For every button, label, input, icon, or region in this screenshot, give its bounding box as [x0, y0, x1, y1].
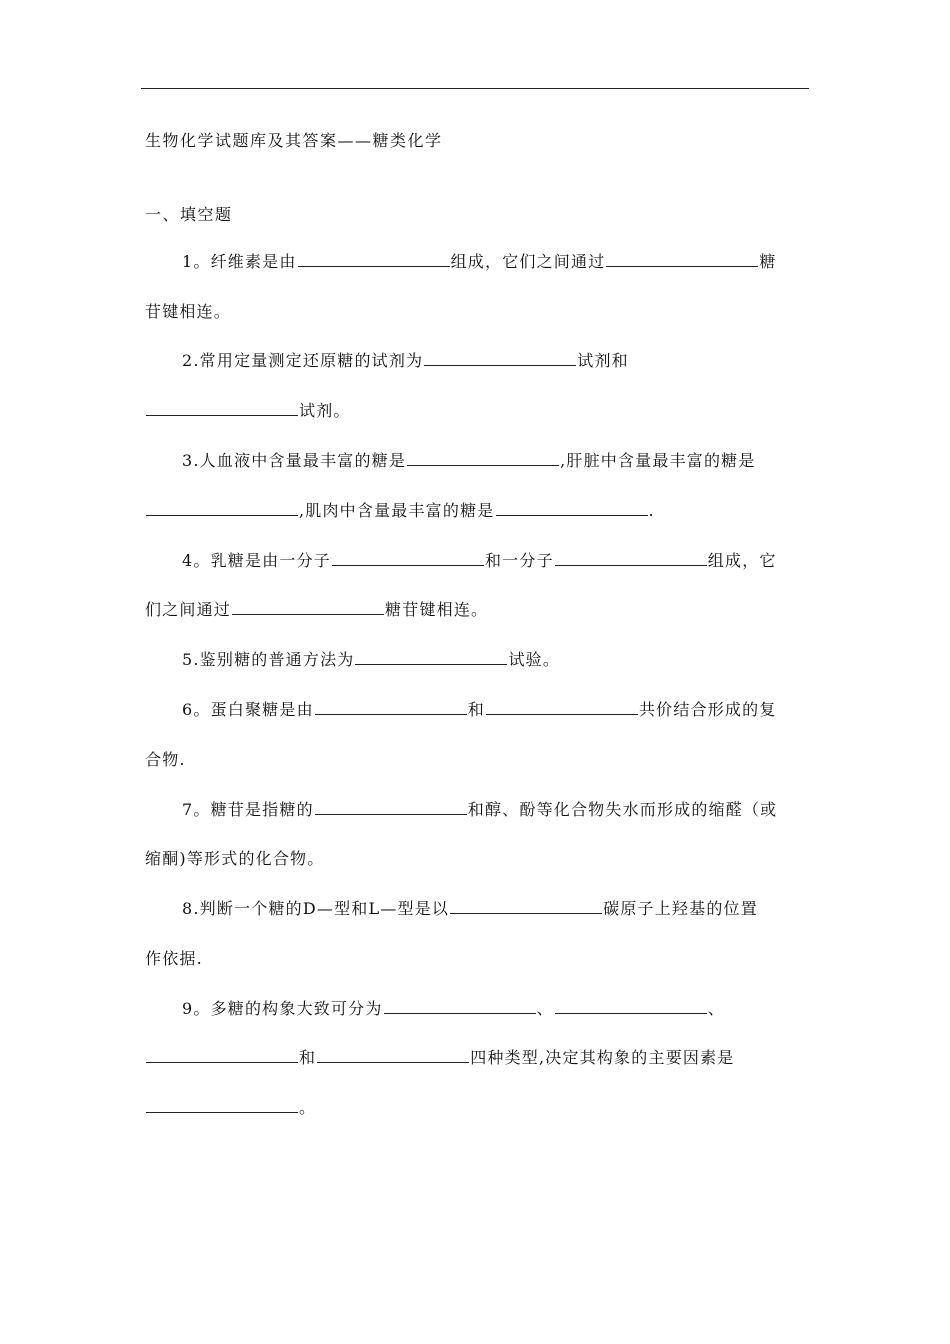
question-text: 糖苷键相连。 [385, 600, 489, 619]
question-8-line-2 [145, 949, 203, 969]
answer-blank[interactable] [317, 1048, 469, 1063]
answer-blank[interactable] [146, 1098, 298, 1113]
question-text: 2.常用定量测定还原糖的试剂为 [182, 351, 424, 370]
question-text: 6。蛋白聚糖是由 [182, 700, 314, 719]
question-text: 试剂和 [577, 351, 629, 370]
question-9-line-3 [145, 1098, 316, 1118]
question-text: 8.判断一个糖的D—型和L—型是以 [182, 899, 450, 918]
question-7-line-2 [145, 849, 324, 869]
answer-blank[interactable] [407, 451, 559, 466]
answer-blank[interactable] [315, 800, 467, 815]
question-5-line-1 [182, 650, 560, 670]
question-text: 糖 [759, 252, 777, 271]
answer-blank[interactable] [146, 1048, 298, 1063]
answer-blank[interactable] [496, 501, 648, 516]
question-9-line-2 [145, 1048, 735, 1068]
question-text: ,肌肉中含量最丰富的糖是 [299, 501, 495, 520]
question-text: 缩酮)等形式的化合物。 [145, 849, 325, 868]
answer-blank[interactable] [298, 252, 450, 267]
question-1-line-2 [145, 302, 231, 322]
question-text: 和醇、酚等化合物失水而形成的缩醛（或 [467, 800, 778, 819]
question-9-line-1 [182, 999, 725, 1019]
question-text: 四种类型,决定其构象的主要因素是 [470, 1048, 735, 1067]
question-text: 作依据. [145, 949, 203, 968]
question-text: 共价结合形成的复 [638, 700, 777, 719]
question-3-line-2 [145, 501, 655, 521]
answer-blank[interactable] [555, 999, 707, 1014]
answer-blank[interactable] [450, 899, 602, 914]
question-text: 合物. [145, 750, 186, 769]
question-text: 9。多糖的构象大致可分为 [182, 999, 383, 1018]
document-title: 生物化学试题库及其答案——糖类化学 [145, 131, 443, 150]
question-text: 4。乳糖是由一分子 [182, 551, 331, 570]
question-text: . [648, 501, 655, 520]
question-text: ,肝脏中含量最丰富的糖是 [560, 451, 756, 470]
question-4-line-2 [145, 600, 488, 620]
answer-blank[interactable] [606, 252, 758, 267]
question-text: 组成，它们之间通过 [450, 252, 606, 271]
answer-blank[interactable] [486, 700, 638, 715]
header-rule [141, 88, 809, 89]
answer-blank[interactable] [315, 700, 467, 715]
answer-blank[interactable] [555, 551, 707, 566]
question-2-line-1 [182, 351, 629, 371]
question-6-line-2 [145, 750, 186, 770]
question-text: 1。纤维素是由 [182, 252, 297, 271]
question-text: 。 [299, 1098, 317, 1117]
question-text: 5.鉴别糖的普通方法为 [182, 650, 355, 669]
question-text: 们之间通过 [145, 600, 232, 619]
question-text: 苷键相连。 [145, 302, 232, 321]
question-text: 试验。 [508, 650, 561, 669]
answer-blank[interactable] [146, 501, 298, 516]
answer-blank[interactable] [146, 401, 298, 416]
answer-blank[interactable] [384, 999, 536, 1014]
question-text: 3.人血液中含量最丰富的糖是 [182, 451, 407, 470]
answer-blank[interactable] [355, 650, 507, 665]
answer-blank[interactable] [332, 551, 484, 566]
answer-blank[interactable] [424, 351, 576, 366]
answer-blank[interactable] [232, 600, 384, 615]
question-4-line-1 [182, 551, 777, 571]
question-text: 7。糖苷是指糖的 [182, 800, 314, 819]
question-7-line-1 [182, 800, 777, 820]
section-heading-fill-in-blank: 一、填空题 [145, 205, 233, 224]
question-text: 和 [467, 700, 485, 719]
question-text: 和 [299, 1048, 317, 1067]
question-1-line-1 [182, 252, 777, 272]
question-3-line-1 [182, 451, 756, 471]
question-text: 组成，它 [707, 551, 777, 570]
question-8-line-1 [182, 899, 758, 919]
question-2-line-2 [145, 401, 351, 421]
question-text: 和一分子 [484, 551, 554, 570]
question-text: 碳原子上羟基的位置 [603, 899, 758, 918]
question-6-line-1 [182, 700, 777, 720]
question-text: 、 [536, 999, 554, 1018]
question-text: 试剂。 [299, 401, 351, 420]
question-text: 、 [707, 999, 725, 1018]
